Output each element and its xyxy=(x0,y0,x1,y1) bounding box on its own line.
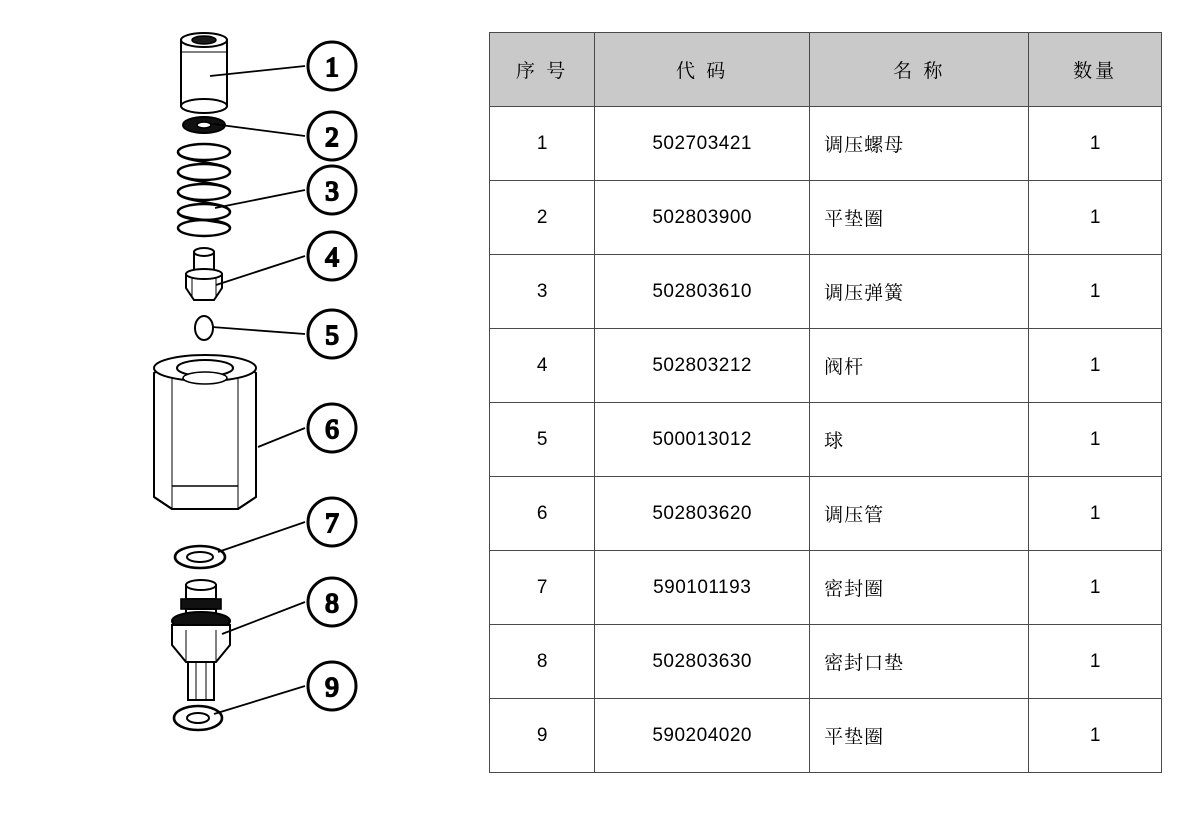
cell-code: 502803610 xyxy=(595,255,810,329)
cell-name: 球 xyxy=(810,403,1029,477)
cell-name: 平垫圈 xyxy=(810,181,1029,255)
cell-code: 500013012 xyxy=(595,403,810,477)
table-header-row xyxy=(490,33,1162,107)
column-header-seq: 序 号 xyxy=(490,33,595,107)
cell-qty: 1 xyxy=(1029,329,1162,403)
callout-label-9: 9 xyxy=(325,672,339,702)
parts-table-container xyxy=(489,32,1162,751)
table-row xyxy=(490,551,1162,625)
callout-label-6: 6 xyxy=(325,414,339,444)
cell-qty: 1 xyxy=(1029,699,1162,773)
table-row xyxy=(490,477,1162,551)
parts-table xyxy=(489,32,1162,773)
cell-qty: 1 xyxy=(1029,477,1162,551)
cell-code: 590204020 xyxy=(595,699,810,773)
cell-name: 阀杆 xyxy=(810,329,1029,403)
part-9-flat-washer xyxy=(174,706,222,730)
cell-name: 调压螺母 xyxy=(810,107,1029,181)
part-8-sealing-gasket xyxy=(172,580,230,700)
part-4-valve-stem xyxy=(186,248,222,300)
cell-seq: 9 xyxy=(490,699,595,773)
table-row xyxy=(490,625,1162,699)
part-7-seal-ring xyxy=(175,546,225,568)
part-6-pressure-tube xyxy=(154,355,256,509)
callout-label-3: 3 xyxy=(325,176,339,206)
part-3-pressure-spring xyxy=(178,144,230,236)
cell-name: 调压弹簧 xyxy=(810,255,1029,329)
cell-seq: 7 xyxy=(490,551,595,625)
cell-name: 密封圈 xyxy=(810,551,1029,625)
callout-label-1: 1 xyxy=(325,52,339,82)
cell-seq: 1 xyxy=(490,107,595,181)
callout-bubbles xyxy=(308,42,356,710)
table-row xyxy=(490,329,1162,403)
table-row xyxy=(490,107,1162,181)
cell-seq: 5 xyxy=(490,403,595,477)
exploded-assembly-diagram xyxy=(0,0,470,814)
cell-name: 调压管 xyxy=(810,477,1029,551)
cell-code: 502803620 xyxy=(595,477,810,551)
cell-code: 502803212 xyxy=(595,329,810,403)
callout-label-8: 8 xyxy=(325,588,339,618)
cell-qty: 1 xyxy=(1029,255,1162,329)
cell-seq: 2 xyxy=(490,181,595,255)
column-header-qty: 数量 xyxy=(1029,33,1162,107)
table-row xyxy=(490,403,1162,477)
cell-name: 平垫圈 xyxy=(810,699,1029,773)
cell-qty: 1 xyxy=(1029,403,1162,477)
cell-code: 502703421 xyxy=(595,107,810,181)
cell-code: 502803900 xyxy=(595,181,810,255)
cell-qty: 1 xyxy=(1029,107,1162,181)
cell-qty: 1 xyxy=(1029,551,1162,625)
callout-label-5: 5 xyxy=(325,320,339,350)
column-header-name: 名 称 xyxy=(810,33,1029,107)
callout-label-2: 2 xyxy=(325,122,339,152)
table-row xyxy=(490,699,1162,773)
cell-code: 590101193 xyxy=(595,551,810,625)
cell-qty: 1 xyxy=(1029,181,1162,255)
part-5-ball xyxy=(195,316,213,340)
part-1-adjusting-nut xyxy=(181,33,227,113)
cell-seq: 3 xyxy=(490,255,595,329)
callout-label-7: 7 xyxy=(325,508,339,538)
table-row xyxy=(490,255,1162,329)
cell-qty: 1 xyxy=(1029,625,1162,699)
cell-name: 密封口垫 xyxy=(810,625,1029,699)
table-row xyxy=(490,181,1162,255)
cell-seq: 6 xyxy=(490,477,595,551)
callout-label-4: 4 xyxy=(325,242,339,272)
column-header-code: 代 码 xyxy=(595,33,810,107)
cell-code: 502803630 xyxy=(595,625,810,699)
cell-seq: 4 xyxy=(490,329,595,403)
cell-seq: 8 xyxy=(490,625,595,699)
